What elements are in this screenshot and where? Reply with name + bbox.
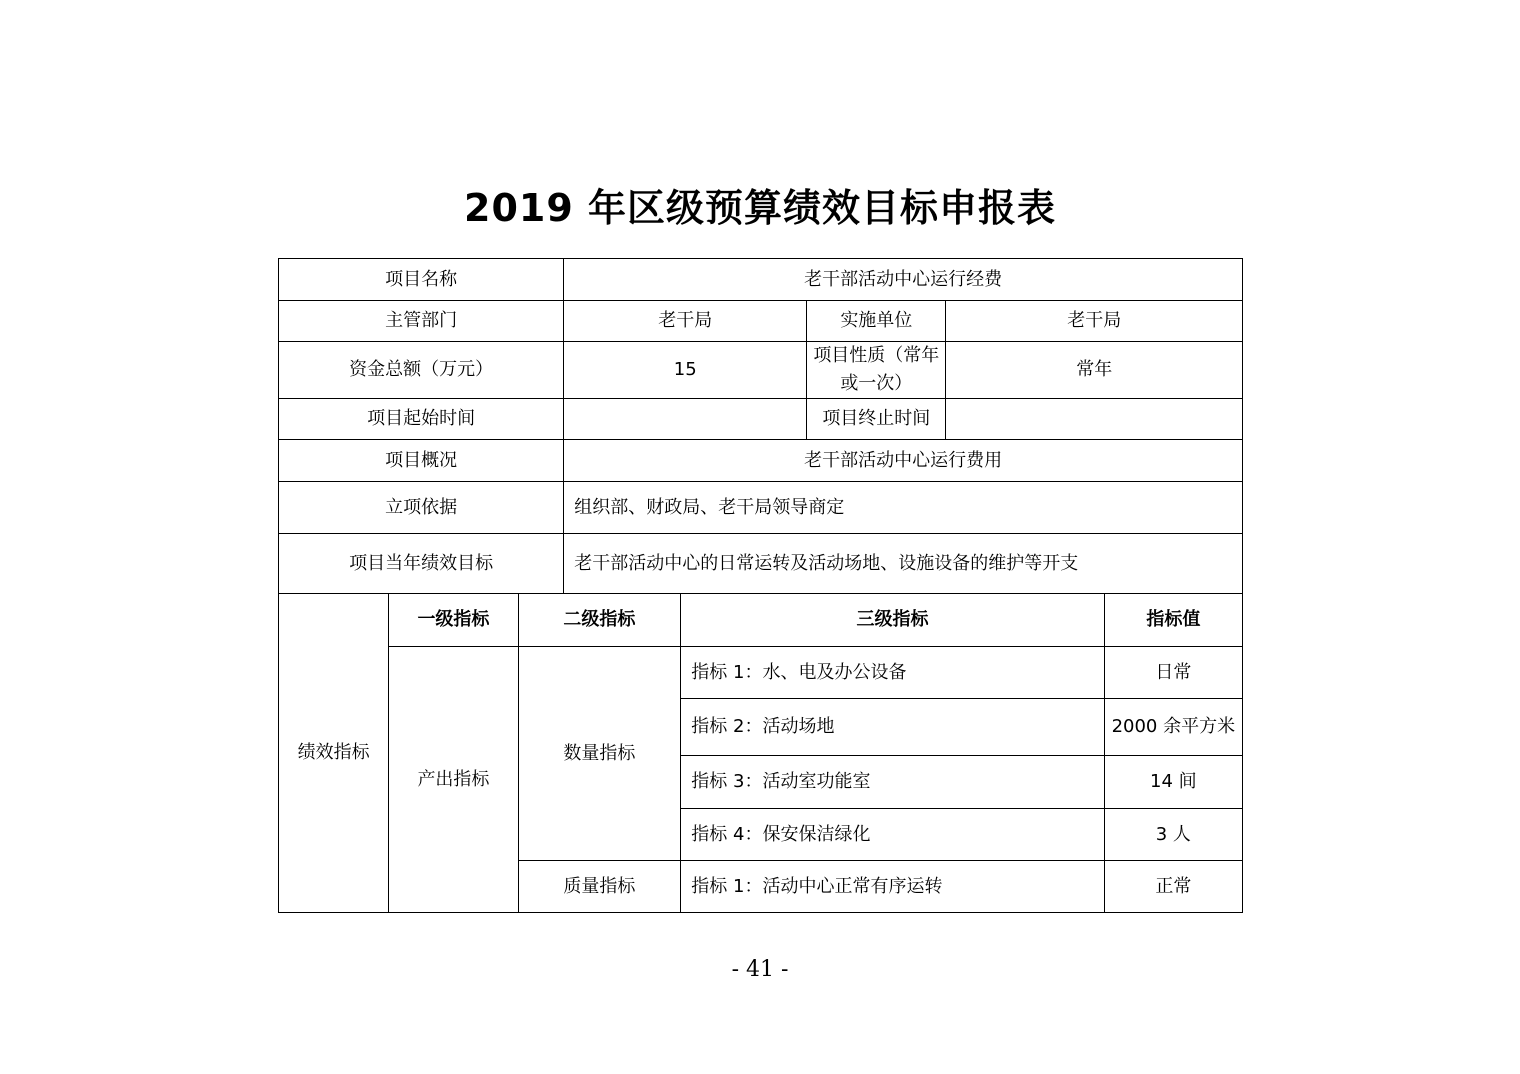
fund-value: 15 [564,342,807,399]
unit-value: 老干局 [946,301,1243,342]
page-number: - 41 - [731,957,789,982]
indicator-level3: 指标 4：保安保洁绿化 [681,809,1104,861]
fund-label: 资金总额（万元） [279,342,564,399]
indicator-level3: 指标 1：水、电及办公设备 [681,647,1104,699]
start-time-label: 项目起始时间 [279,399,564,440]
dept-label: 主管部门 [279,301,564,342]
project-name-label: 项目名称 [279,259,564,301]
indicator-value: 14 间 [1104,756,1242,809]
overview-label: 项目概况 [279,440,564,482]
level1-output: 产出指标 [389,647,518,913]
nature-label: 项目性质（常年或一次） [807,342,946,399]
row-project-name [279,259,1243,301]
row-overview [279,440,1243,482]
dept-value: 老干局 [564,301,807,342]
unit-label: 实施单位 [807,301,946,342]
indicator-value: 正常 [1104,861,1242,913]
level2-quantity: 数量指标 [518,647,681,861]
level2-quality: 质量指标 [518,861,681,913]
indicator-level3: 指标 3：活动室功能室 [681,756,1104,809]
end-time-label: 项目终止时间 [807,399,946,440]
goal-value: 老干部活动中心的日常运转及活动场地、设施设备的维护等开支 [564,534,1243,594]
indicator-value: 3 人 [1104,809,1242,861]
page-title: 2019 年区级预算绩效目标申报表 [464,186,1056,230]
indicator-value: 2000 余平方米 [1104,699,1242,756]
indicator-row [279,647,1243,699]
header-level2: 二级指标 [518,594,681,647]
indicator-level3: 指标 2：活动场地 [681,699,1104,756]
header-value: 指标值 [1104,594,1242,647]
indicators-section-label: 绩效指标 [279,594,389,913]
basis-value: 组织部、财政局、老干局领导商定 [564,482,1243,534]
nature-value: 常年 [946,342,1243,399]
goal-label: 项目当年绩效目标 [279,534,564,594]
row-indicator-headers [279,594,1243,647]
basis-label: 立项依据 [279,482,564,534]
row-department [279,301,1243,342]
row-period [279,399,1243,440]
row-goal [279,534,1243,594]
header-level3: 三级指标 [681,594,1104,647]
indicator-level3: 指标 1：活动中心正常有序运转 [681,861,1104,913]
row-fund [279,342,1243,399]
end-time-value [946,399,1243,440]
indicator-value: 日常 [1104,647,1242,699]
overview-value: 老干部活动中心运行费用 [564,440,1243,482]
header-level1: 一级指标 [389,594,518,647]
row-basis [279,482,1243,534]
project-name-value: 老干部活动中心运行经费 [564,259,1243,301]
start-time-value [564,399,807,440]
performance-target-table [278,258,1243,913]
